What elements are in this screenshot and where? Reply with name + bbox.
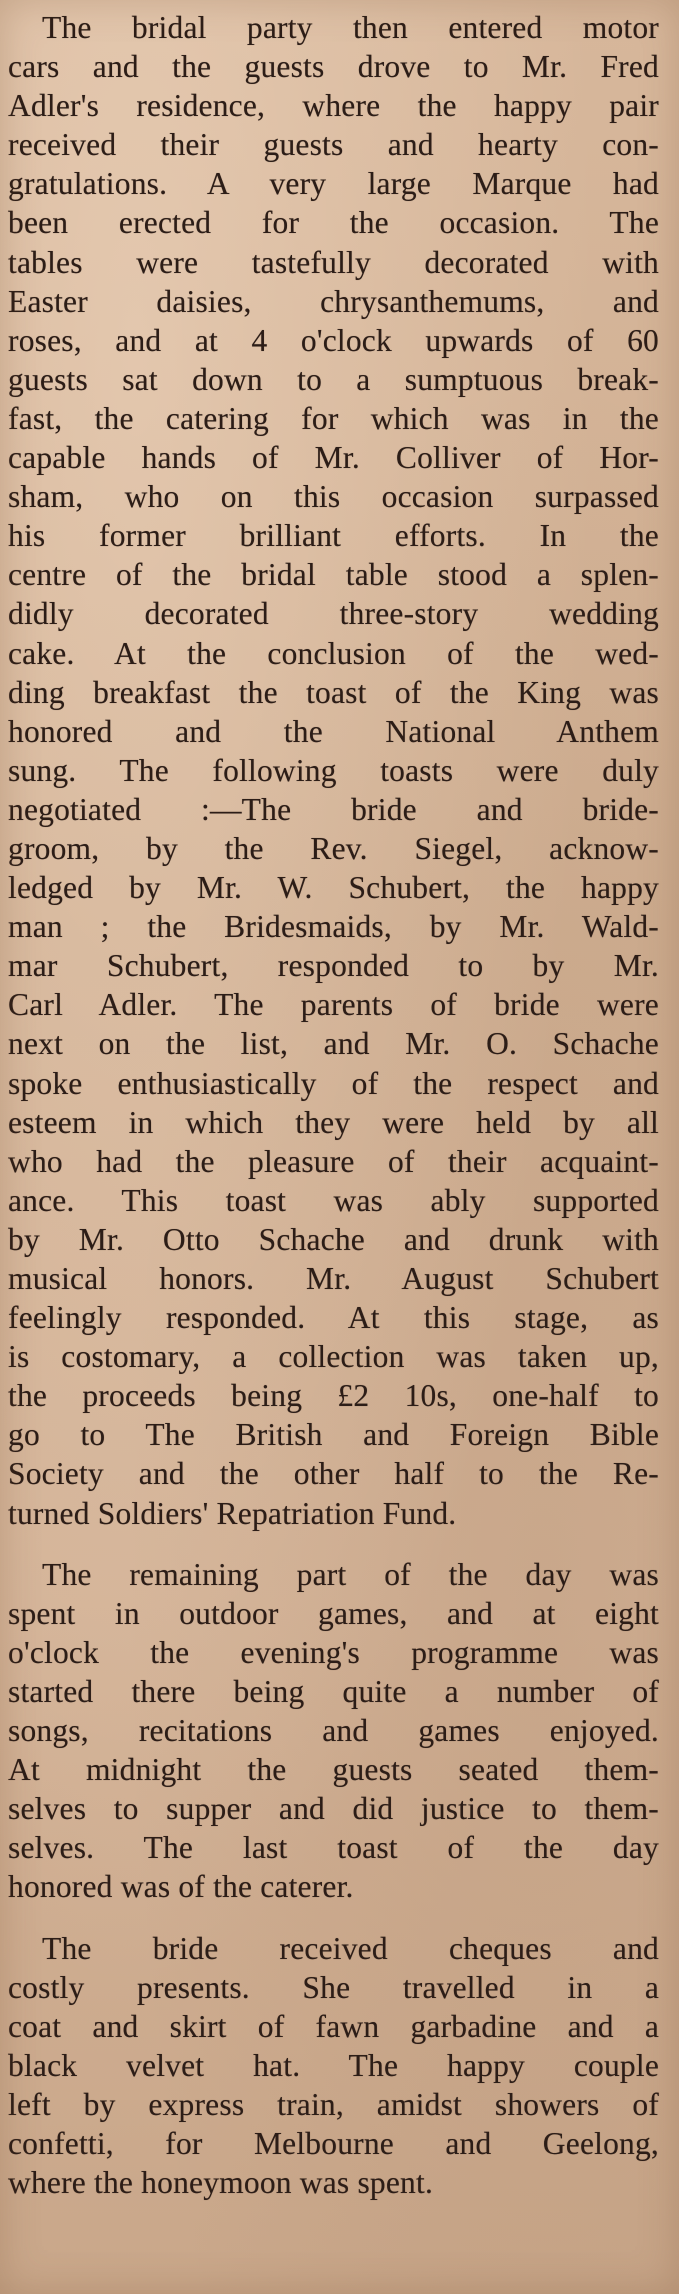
article-line: ance. This toast was ably supported: [8, 1182, 659, 1218]
article-line: negotiated :—The bride and bride-: [8, 791, 659, 827]
article-line: by Mr. Otto Schache and drunk with: [8, 1221, 659, 1257]
article-line: o'clock the evening's programme was: [8, 1634, 659, 1670]
article-line: fast, the catering for which was in the: [8, 400, 659, 436]
article-line: received their guests and hearty con-: [8, 127, 659, 163]
paragraph-gap: [8, 1907, 659, 1929]
article-line: Carl Adler. The parents of bride were: [8, 987, 659, 1023]
article-line: The bridal party then entered motor: [42, 10, 659, 45]
article-line: man ; the Bridesmaids, by Mr. Wald-: [8, 909, 659, 945]
article-line: mar Schubert, responded to by Mr.: [8, 948, 659, 984]
article-line: Society and the other half to the Re-: [8, 1456, 659, 1492]
article-line: musical honors. Mr. August Schubert: [8, 1261, 659, 1296]
article-line: the proceeds being £2 10s, one-half to: [8, 1378, 659, 1414]
article-line: selves to supper and did justice to them-: [8, 1791, 659, 1827]
article-line: ding breakfast the toast of the King was: [8, 674, 659, 710]
article-line: ledged by Mr. W. Schubert, the happy: [8, 870, 659, 906]
article-line: spoke enthusiastically of the respect and: [8, 1065, 659, 1101]
article-line: didly decorated three-story wedding: [8, 596, 659, 632]
article-line: sham, who on this occasion surpassed: [8, 479, 659, 515]
article-line: selves. The last toast of the day: [8, 1830, 659, 1866]
article-line: confetti, for Melbourne and Geelong,: [8, 2125, 659, 2161]
article-line: Adler's residence, where the happy pair: [8, 88, 659, 124]
article-line: go to The British and Foreign Bible: [8, 1417, 659, 1453]
article-paragraph-3: [8, 1929, 659, 2203]
article-line: been erected for the occasion. The: [8, 205, 659, 241]
article-line: capable hands of Mr. Colliver of Hor-: [8, 440, 659, 476]
article-line: his former brilliant efforts. In the: [8, 518, 659, 554]
article-line: At midnight the guests seated them-: [8, 1752, 659, 1788]
article-line: esteem in which they were held by all: [8, 1104, 659, 1140]
article-line: spent in outdoor games, and at eight: [8, 1595, 659, 1631]
article-line: feelingly responded. At this stage, as: [8, 1300, 659, 1336]
article-line: centre of the bridal table stood a splen-: [8, 557, 659, 593]
article-line: is costomary, a collection was taken up,: [8, 1339, 659, 1375]
article-line: started there being quite a number of: [8, 1673, 659, 1709]
article-paragraph-2: [8, 1555, 659, 1907]
article-line: groom, by the Rev. Siegel, acknow-: [8, 830, 659, 866]
article-line: where the honeymoon was spent.: [8, 2165, 434, 2201]
article-line: next on the list, and Mr. O. Schache: [8, 1026, 659, 1062]
paragraph-gap: [8, 1533, 659, 1555]
article-line: songs, recitations and games enjoyed.: [8, 1713, 659, 1749]
article-line: sung. The following toasts were duly: [8, 752, 659, 788]
article-line: honored and the National Anthem: [8, 713, 659, 749]
article-line: The remaining part of the day was: [42, 1556, 659, 1592]
article-line: cake. At the conclusion of the wed-: [8, 635, 659, 671]
article-line: roses, and at 4 o'clock upwards of 60: [8, 322, 659, 358]
article-line: turned Soldiers' Repatriation Fund.: [8, 1495, 457, 1531]
article-paragraph-1: [8, 8, 659, 1533]
article-line: guests sat down to a sumptuous break-: [8, 361, 659, 397]
article-line: gratulations. A very large Marque had: [8, 166, 659, 202]
article-line: cars and the guests drove to Mr. Fred: [8, 49, 659, 85]
article-line: black velvet hat. The happy couple: [8, 2047, 659, 2083]
article-line: The bride received cheques and: [42, 1930, 659, 1966]
article-line: costly presents. She travelled in a: [8, 1969, 659, 2005]
article-line: who had the pleasure of their acquaint-: [8, 1143, 659, 1179]
article-line: left by express train, amidst showers of: [8, 2086, 659, 2122]
article-line: coat and skirt of fawn garbadine and a: [8, 2008, 659, 2044]
article-line: tables were tastefully decorated with: [8, 244, 659, 280]
article-line: honored was of the caterer.: [8, 1869, 354, 1905]
article-line: Easter daisies, chrysanthemums, and: [8, 283, 659, 319]
